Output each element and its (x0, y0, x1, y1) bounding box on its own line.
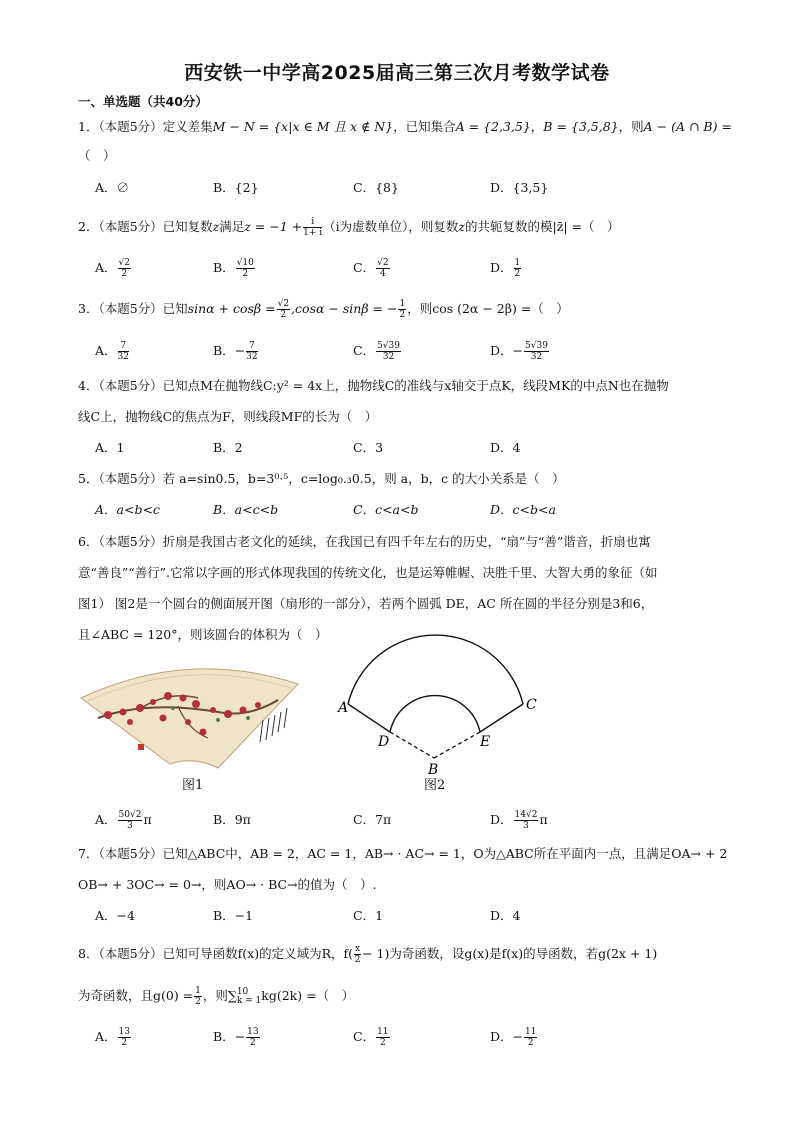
q8-fraction: $\frac{x}{2}$ (354, 944, 361, 965)
question-8-line-1 (78, 944, 657, 965)
option-c[interactable]: C．c<a<b (353, 502, 419, 517)
option-b[interactable]: B． $\frac{√10}{2}$ (213, 258, 254, 279)
q8-sum-symbol: ，则∑ (202, 988, 237, 1003)
q1-text: ， (530, 119, 544, 134)
option-a[interactable]: A． $\frac{7}{32}$ (95, 341, 129, 362)
q2-text: 满足 (219, 219, 245, 234)
question-3-options (95, 341, 715, 361)
q8-text: 为奇函数，且g(0) = (78, 988, 194, 1003)
question-1-line-2: （ ） (78, 148, 116, 163)
question-6-figures (78, 660, 578, 800)
question-5-options (95, 500, 715, 520)
point-a-label: A (338, 700, 349, 716)
option-d[interactable]: D． $\frac{14√2}{3}$ π (490, 810, 548, 831)
option-b[interactable]: B．− $\frac{7}{32}$ (213, 341, 258, 362)
question-6-line-1: 6．（本题5分）折扇是我国古老文化的延续，在我国已有四千年左右的历史，“扇”与“善”谐音，折扇也寓 (78, 534, 651, 549)
q8-text: − 1)为奇函数，设g(x)是f(x)的导函数，若g(2x + 1) (362, 946, 658, 961)
question-7-line-1: 7．（本题5分）已知△ABC中，AB = 2，AC = 1，AB→ · AC→ = 1，O为△ABC所在平面内一点，且满足OA→ + 2 (78, 846, 728, 861)
option-d[interactable]: D．{3,5} (490, 180, 549, 195)
option-c[interactable]: C． $\frac{√2}{4}$ (353, 258, 389, 279)
option-a[interactable]: A．∅ (95, 180, 130, 195)
option-a[interactable]: A．1 (95, 440, 125, 455)
option-a[interactable]: A．−4 (95, 908, 135, 923)
q2-text: 的共轭复数的模|z̄| =（ ） (465, 219, 620, 234)
q3-fraction: $\frac{√2}{2}$ (277, 299, 290, 320)
q3-fraction: $\frac{1}{2}$ (399, 299, 406, 320)
option-d[interactable]: D． $\frac{1}{2}$ (490, 258, 521, 279)
question-8-line-2 (78, 986, 354, 1007)
q2-fraction: $\frac{i}{1+ i}$ (303, 217, 323, 238)
question-5-line-1: 5．（本题5分）若 a=sin0.5，b=3⁰·⁵，c=log₀.₃0.5，则 a，b，c 的大小关系是（ ） (78, 471, 565, 486)
point-c-label: C (526, 697, 537, 713)
option-c[interactable]: C．7π (353, 812, 392, 827)
q8-text: kg(2k) =（ ） (261, 988, 355, 1003)
figure-2-caption: 图2 (424, 778, 446, 793)
figure-1-caption: 图1 (182, 778, 204, 793)
question-7-line-2: OB→ + 3OC→ = 0→，则AO→ · BC→的值为（ ）. (78, 877, 377, 892)
question-6-options (95, 810, 715, 830)
question-1-line-1 (78, 118, 732, 136)
question-6-line-4: 且∠ABC = 120°，则该圆台的体积为（ ） (78, 627, 328, 642)
question-1-options (95, 178, 715, 198)
option-a[interactable]: A． $\frac{√2}{2}$ (95, 258, 130, 279)
question-6-line-2: 意“善良”“善行”.它常以字画的形式体现我国的传统文化，也是运筹帷幄、决胜千里、大智大勇的象征（如 (78, 565, 658, 580)
q3-math: sinα + cosβ = (187, 301, 276, 316)
question-4-line-1: 4．（本题5分）已知点M在抛物线C:y² = 4x上，抛物线C的准线与x轴交于点K，线段MK的中点N也在抛物 (78, 378, 669, 393)
q2-text: 2．（本题5分）已知复数 (78, 219, 213, 234)
option-b[interactable]: B．9π (213, 812, 251, 827)
q1-math-set-b: B = {3,5,8} (543, 119, 619, 134)
option-a[interactable]: A． $\frac{50√2}{3}$ π (95, 810, 152, 831)
option-d[interactable]: D．c<b<a (490, 502, 556, 517)
question-4-line-2: 线C上，抛物线C的焦点为F，则线段MF的长为（ ） (78, 409, 378, 424)
option-d[interactable]: D．− $\frac{5√39}{32}$ (490, 341, 548, 362)
annular-sector-diagram (340, 662, 540, 780)
fan-painting-image (78, 660, 318, 770)
option-a[interactable]: A． $\frac{13}{2}$ (95, 1027, 130, 1048)
option-c[interactable]: C．{8} (353, 180, 399, 195)
question-3-line-1 (78, 299, 569, 320)
option-b[interactable]: B．−1 (213, 908, 254, 923)
q8-sum-limits: 10 k = 1 (236, 986, 262, 1006)
question-8-options (95, 1027, 715, 1047)
option-b[interactable]: B．{2} (213, 180, 259, 195)
q8-text: 8．（本题5分）已知可导函数f(x)的定义域为R，f( (78, 946, 354, 961)
question-6-line-3: 图1） 图2是一个圆台的侧面展开图（扇形的一部分），若两个圆弧 DE，AC 所在圆的半径分别是3和6， (78, 596, 654, 611)
q3-math: ,cosα − sinβ = − (291, 301, 398, 316)
option-c[interactable]: C． $\frac{5√39}{32}$ (353, 341, 400, 362)
option-c[interactable]: C．1 (353, 908, 384, 923)
point-d-label: D (378, 734, 390, 750)
q2-text: （i为虚数单位），则复数 (323, 219, 459, 234)
option-c[interactable]: C． $\frac{11}{2}$ (353, 1027, 389, 1048)
q1-math-set-a: A = {2,3,5} (455, 119, 531, 134)
q2-var: z (458, 219, 466, 234)
option-b[interactable]: B．2 (213, 440, 243, 455)
q2-var: z (212, 219, 220, 234)
option-b[interactable]: B．− $\frac{13}{2}$ (213, 1027, 259, 1048)
section-heading: 一、单选题（共40分） (78, 94, 208, 109)
option-d[interactable]: D．− $\frac{11}{2}$ (490, 1027, 537, 1048)
q3-text: ，则cos (2α − 2β) =（ ） (407, 301, 569, 316)
question-2-options (95, 258, 715, 278)
option-d[interactable]: D．4 (490, 908, 521, 923)
q1-math-expr: A − (A ∩ B) = (643, 119, 732, 134)
q1-text: ，则 (618, 119, 644, 134)
option-a[interactable]: A．a<b<c (95, 502, 160, 517)
option-d[interactable]: D．4 (490, 440, 521, 455)
point-e-label: E (480, 734, 491, 750)
question-2-line-1 (78, 217, 619, 238)
q1-text: ，已知集合 (393, 119, 456, 134)
question-7-options (95, 906, 715, 926)
q8-fraction: $\frac{1}{2}$ (195, 986, 201, 1007)
question-4-options (95, 438, 715, 458)
exam-title: 西安铁一中学高2025届高三第三次月考数学试卷 (184, 62, 610, 84)
q2-math: z = −1 + (244, 219, 303, 234)
option-b[interactable]: B．a<c<b (213, 502, 279, 517)
point-b-label: B (428, 762, 439, 778)
q1-text: 1．（本题5分）定义差集 (78, 119, 213, 134)
option-c[interactable]: C．3 (353, 440, 384, 455)
q3-text: 3．（本题5分）已知 (78, 301, 188, 316)
q1-math-def: M − N = {x|x ∈ M 且 x ∉ N} (212, 119, 394, 134)
